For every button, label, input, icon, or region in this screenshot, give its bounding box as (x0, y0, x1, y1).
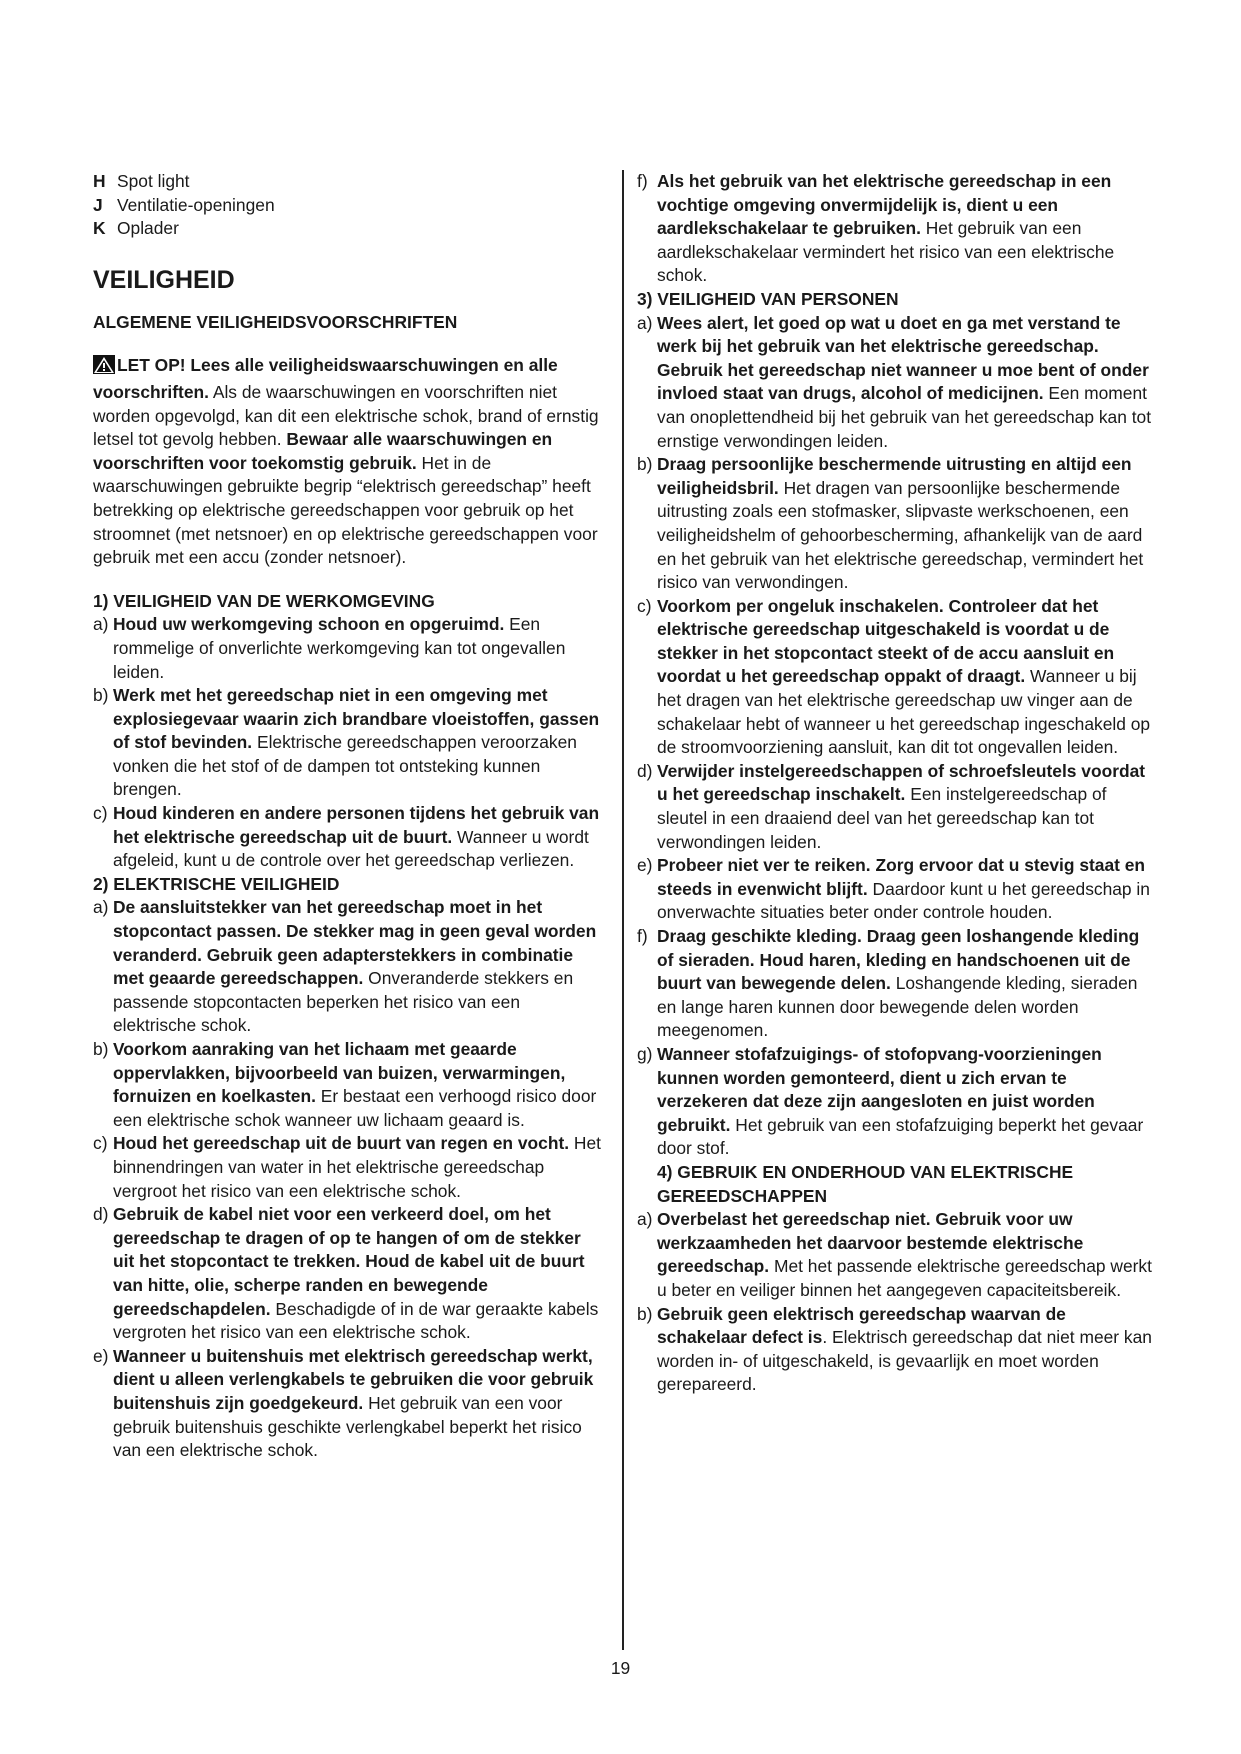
left-column (93, 170, 605, 1463)
column-divider (622, 170, 624, 1650)
s2-item-e: e) Wanneer u buitenshuis met elektrisch gereedschap werkt, dient u alleen verlengkabels te gebruiken die voor gebruik buitenshuis zijn goedgekeurd. Het gebruik van een voor gebruik buitenshuis geschikte verlengkabel beperkt het risico van een elektrische schok. (93, 1345, 594, 1461)
s4-item-a: a) Overbelast het gereedschap niet. Gebruik voor uw werkzaamheden het daarvoor bestemde elektrische gereedschap. Met het passende elektrische gereedschap werkt u beter en veiliger binnen het aangegeven capaciteitsbereik. (637, 1209, 1152, 1300)
legend-item-j: J Ventilatie-openingen (93, 194, 275, 215)
intro-paragraph: LET OP! Lees alle veiligheidswaarschuwingen en alle voorschriften. Als de waarschuwingen en voorschriften niet worden opgevolgd, kan dit een elektrische schok, brand of ernstig letsel tot gevolg hebben. Bewaar alle waarschuwingen en voorschriften voor toekomstig gebruik. Het in de waarschuwingen gebruikte begrip “elektrisch gereedschap” heeft betrekking op elektrische gereedschappen voor gebruik op het stroomnet (met netsnoer) en op elektrische gereedschappen voor gebruik met een accu (zonder netsnoer). (93, 355, 599, 568)
s3-item-e: e) Probeer niet ver te reiken. Zorg ervoor dat u stevig staat en steeds in evenwicht blijft. Daardoor kunt u het gereedschap in onverwachte situaties beter onder controle houden. (637, 855, 1150, 923)
legend-item-h: H Spot light (93, 171, 190, 191)
s3-item-b: b) Draag persoonlijke beschermende uitrusting en altijd een veiligheidsbril. Het dragen van persoonlijke beschermende uitrusting zoals een stofmasker, slipvaste werkschoenen, een veiligheidshelm of gehoorbescherming, afhankelijk van de aard en het gebruik van het elektrische gereedschap, vermindert het risico van verwondingen. (637, 454, 1144, 593)
section-4-title: 4) GEBRUIK EN ONDERHOUD VAN ELEKTRISCHE GEREEDSCHAPPEN (657, 1161, 1074, 1206)
page-title: VEILIGHEID (93, 265, 235, 294)
section-3-title: 3) VEILIGHEID VAN PERSONEN (637, 288, 899, 309)
s1-item-a: a) Houd uw werkomgeving schoon en opgeruimd. Een rommelige of onverlichte werkomgeving kan tot ongevallen leiden. (93, 614, 566, 682)
s3-item-a: a) Wees alert, let goed op wat u doet en ga met verstand te werk bij het gebruik van het elektrische gereedschap. Gebruik het gereedschap niet wanneer u moe bent of onder invloed staat van drugs, alcohol of medicijnen. Een moment van onoplettendheid bij het gebruik van het gereedschap kan tot ernstige verwondingen leiden. (637, 312, 1152, 451)
warning-icon (93, 355, 115, 381)
section-1-title: 1) VEILIGHEID VAN DE WERKOMGEVING (93, 590, 435, 611)
right-column (637, 170, 1153, 1397)
legend-item-k: K Oplader (93, 218, 179, 239)
s1-item-c: c) Houd kinderen en andere personen tijdens het gebruik van het elektrische gereedschap uit de buurt. Wanneer u wordt afgeleid, kunt u de controle over het gereedschap verliezen. (93, 803, 600, 871)
s4-item-b: b) Gebruik geen elektrisch gereedschap waarvan de schakelaar defect is. Elektrisch gereedschap dat niet meer kan worden in- of uitgeschakeld, is gevaarlijk en moet worden gerepareerd. (637, 1303, 1152, 1395)
s3-item-g: g) Wanneer stofafzuigings- of stofopvang-voorzieningen kunnen worden gemonteerd, dient u zich ervan te verzekeren dat deze zijn aangesloten en juist worden gebruikt. Het gebruik van een stofafzuiging beperkt het gevaar door stof. (637, 1043, 1144, 1159)
s2-item-f: f) Als het gebruik van het elektrische gereedschap in een vochtige omgeving onvermijdelijk is, dient u een aardlekschakelaar te gebruiken. Het gebruik van een aardlekschakelaar vermindert het risico van een elektrische schok. (637, 171, 1115, 286)
s3-item-c: c) Voorkom per ongeluk inschakelen. Controleer dat het elektrische gereedschap uitgeschakeld is voordat u de stekker in het stopcontact steekt of de accu aansluit en voordat u het gereedschap oppakt of draagt. Wanneer u bij het dragen van het elektrische gereedschap uw vinger aan de schakelaar hebt of wanneer u het gereedschap ingeschakeld op de stroomvoorziening aansluit, kan dit tot ongevallen leiden. (637, 595, 1151, 758)
s1-item-b: b) Werk met het gereedschap niet in een omgeving met explosiegevaar waarin zich brandbare vloeistoffen, gassen of stof bevinden. Elektrische gereedschappen veroorzaken vonken die het stof of de dampen tot ontsteking kunnen brengen. (93, 685, 600, 800)
section-subtitle: ALGEMENE VEILIGHEIDSVOORSCHRIFTEN (93, 311, 458, 332)
s3-item-d: d) Verwijder instelgereedschappen of schroefsleutels voordat u het gereedschap inschakelt. Een instelgereedschap of sleutel in een draaiend deel van het gereedschap kan tot verwondingen leiden. (637, 760, 1146, 852)
section-2-title: 2) ELEKTRISCHE VEILIGHEID (93, 873, 340, 894)
s3-item-f: f) Draag geschikte kleding. Draag geen loshangende kleding of sieraden. Houd haren, kleding en handschoenen uit de buurt van bewegende delen. Loshangende kleding, sieraden en lange haren kunnen door bewegende delen worden meegenomen. (637, 926, 1140, 1041)
s2-item-b: b) Voorkom aanraking van het lichaam met geaarde oppervlakken, bijvoorbeeld van buizen, verwarmingen, fornuizen en koelkasten. Er bestaat een verhoogd risico door een elektrische schok wanneer uw lichaam geaard is. (93, 1039, 597, 1130)
page-number: 19 (610, 1658, 631, 1678)
s2-item-c: c) Houd het gereedschap uit de buurt van regen en vocht. Het binnendringen van water in het elektrische gereedschap vergroot het risico van een elektrische schok. (93, 1133, 601, 1201)
s2-item-d: d) Gebruik de kabel niet voor een verkeerd doel, om het gereedschap te dragen of op te hangen of om de stekker uit het stopcontact te trekken. Houd de kabel uit de buurt van hitte, olie, scherpe randen en bewegende gereedschapdelen. Beschadigde of in de war geraakte kabels vergroten het risico van een elektrische schok. (93, 1204, 599, 1343)
s2-item-a: a) De aansluitstekker van het gereedschap moet in het stopcontact passen. De stekker mag in geen geval worden veranderd. Gebruik geen adapterstekkers in combinatie met geaarde gereedschappen. Onveranderde stekkers en passende stopcontacten beperken het risico van een elektrische schok. (93, 897, 597, 1036)
